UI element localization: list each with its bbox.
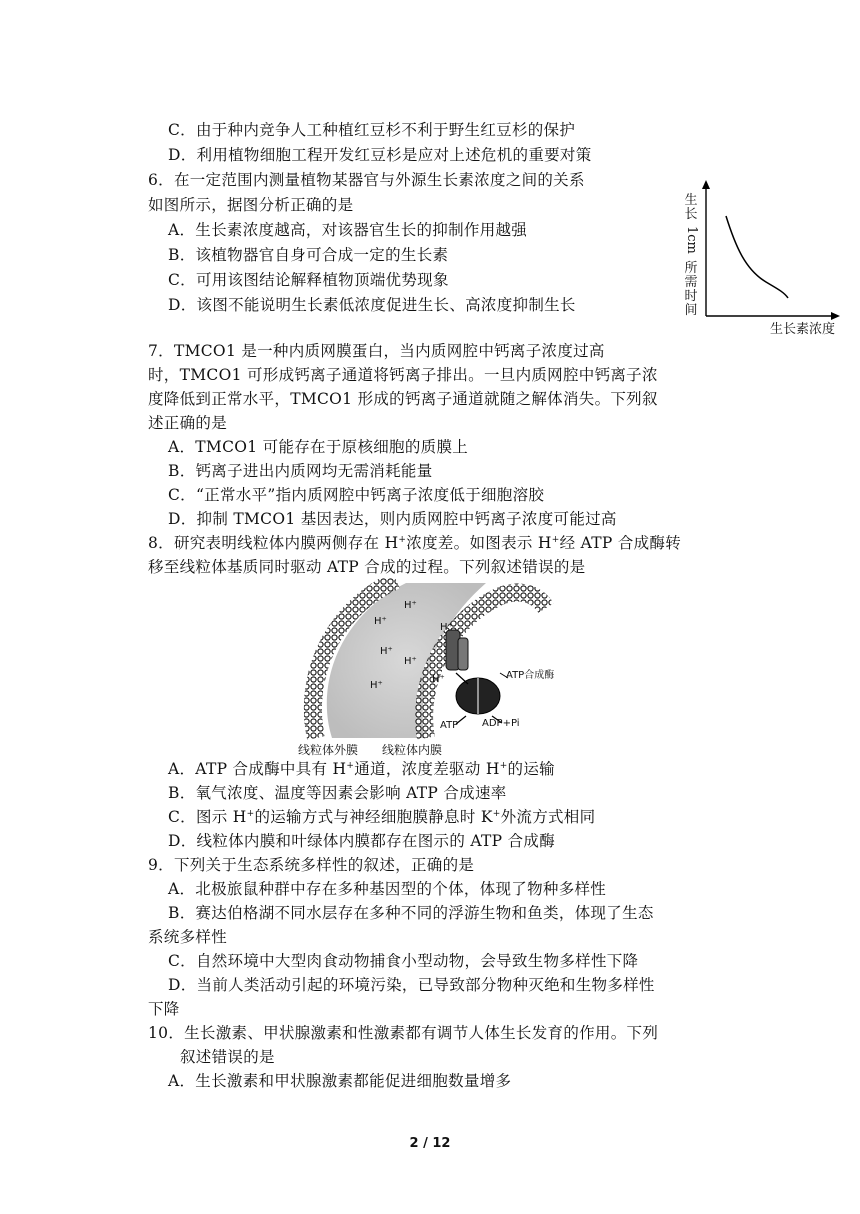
graph-ylabel-1: 生长 [684,193,698,222]
q8-stem-part3: 经 ATP 合成酶转 [559,534,682,552]
q8-atp-synthase-figure [296,578,596,758]
q7-stem-line4: 述正确的是 [148,414,228,432]
adp-pi-label: ADP+Pi [482,718,520,729]
q6-stem-line2: 如图所示，据图分析正确的是 [148,196,354,214]
h-ion-label: H⁺ [440,622,453,633]
h-ion-label: H⁺ [404,656,417,667]
q9-option-c: C．自然环境中大型肉食动物捕食小型动物，会导致生物多样性下降 [168,952,639,970]
sup-plus: + [246,808,255,819]
q9-stem: 9．下列关于生态系统多样性的叙述，正确的是 [148,856,475,874]
q7-option-c: C．“正常水平”指内质网腔中钙离子浓度低于细胞溶胶 [168,486,545,504]
sup-plus: + [346,760,355,771]
q8-option-c-part1: C．图示 H [168,808,247,826]
q6-option-c: C．可用该图结论解释植物顶端优势现象 [168,271,449,289]
y-axis-arrow [702,180,710,189]
sup-plus: + [492,808,501,819]
graph-ylabel-3: 所需时间 [684,261,698,318]
sup-plus: + [499,760,508,771]
q8-option-a-part2: 通道，浓度差驱动 H [354,760,500,778]
q6-option-b: B．该植物器官自身可合成一定的生长素 [168,246,449,264]
sup-plus: + [551,534,560,545]
q9-option-b-line1: B．赛达伯格湖不同水层存在多种不同的浮游生物和鱼类，体现了生态 [168,904,654,922]
q8-option-c-part2: 的运输方式与神经细胞膜静息时 K [254,808,493,826]
q10-stem-line1: 10．生长激素、甲状腺激素和性激素都有调节人体生长发育的作用。下列 [148,1024,659,1042]
h-ion-label: H⁺ [370,680,383,691]
q6-stem-line1: 6．在一定范围内测量植物某器官与外源生长素浓度之间的关系 [148,171,585,189]
atp-synthase-label: ATP合成酶 [506,670,555,681]
q6-option-a: A．生长素浓度越高，对该器官生长的抑制作用越强 [168,221,528,239]
q8-stem-part1: 8．研究表明线粒体内膜两侧存在 H [148,534,399,552]
q8-stem-line1 [148,532,681,554]
q7-stem-line1: 7．TMCO1 是一种内质网膜蛋白，当内质网腔中钙离子浓度过高 [148,342,605,360]
q8-stem-line2: 移至线粒体基质同时驱动 ATP 合成的过程。下列叙述错误的是 [148,558,586,576]
q7-option-a: A．TMCO1 可能存在于原核细胞的质膜上 [168,438,469,456]
q7-stem-line2: 时，TMCO1 可形成钙离子通道将钙离子排出。一旦内质网腔中钙离子浓 [148,366,658,384]
q5-option-d: D．利用植物细胞工程开发红豆杉是应对上述危机的重要对策 [168,146,592,164]
q8-option-c [168,806,595,828]
graph-xlabel: 生长素浓度 [770,322,836,337]
q8-option-b: B．氧气浓度、温度等因素会影响 ATP 合成速率 [168,784,507,802]
q9-option-d-line1: D．当前人类活动引起的环境污染，已导致部分物种灭绝和生物多样性 [168,976,655,994]
q8-option-d: D．线粒体内膜和叶绿体内膜都存在图示的 ATP 合成酶 [168,832,555,850]
h-ion-label: H⁺ [432,674,445,685]
h-ion-label: H⁺ [404,600,417,611]
inner-membrane-caption: 线粒体内膜 [382,743,443,757]
atp-label: ATP [440,720,459,731]
q8-stem-part2: 浓度差。如图表示 H [406,534,552,552]
q10-stem-line2: 叙述错误的是 [180,1048,275,1066]
atp-synthase-stalk [458,638,468,670]
graph-ylabel-2: 1cm [684,226,699,254]
q8-option-a-part1: A．ATP 合成酶中具有 H [168,760,347,778]
q7-option-d: D．抑制 TMCO1 基因表达，则内质网腔中钙离子浓度可能过高 [168,510,617,528]
h-flow-arrow [456,673,468,684]
q6-growth-graph [676,178,856,338]
q8-option-a [168,758,555,780]
q10-option-a: A．生长激素和甲状腺激素都能促进细胞数量增多 [168,1072,512,1090]
growth-curve [726,216,788,298]
q6-graph-svg [676,178,856,338]
q9-option-a: A．北极旅鼠种群中存在多种基因型的个体，体现了物种多样性 [168,880,607,898]
q9-option-b-line2: 系统多样性 [148,928,228,946]
outer-membrane-caption: 线粒体外膜 [298,743,359,757]
q9-option-d-line2: 下降 [148,1000,180,1018]
q8-figure-svg [296,578,596,758]
sup-plus: + [398,534,407,545]
q7-stem-line3: 度降低到正常水平，TMCO1 形成的钙离子通道就随之解体消失。下列叙 [148,390,658,408]
h-ion-label: H⁺ [374,616,387,627]
q7-option-b: B．钙离子进出内质网均无需消耗能量 [168,462,433,480]
q8-option-a-part3: 的运输 [507,760,555,778]
page-number: 2 / 12 [409,1136,451,1151]
h-ion-label: H⁺ [380,646,393,657]
q6-option-d: D．该图不能说明生长素低浓度促进生长、高浓度抑制生长 [168,296,576,314]
q8-option-c-part3: 外流方式相同 [500,808,596,826]
q5-option-c: C．由于种内竞争人工种植红豆杉不利于野生红豆杉的保护 [168,121,576,139]
